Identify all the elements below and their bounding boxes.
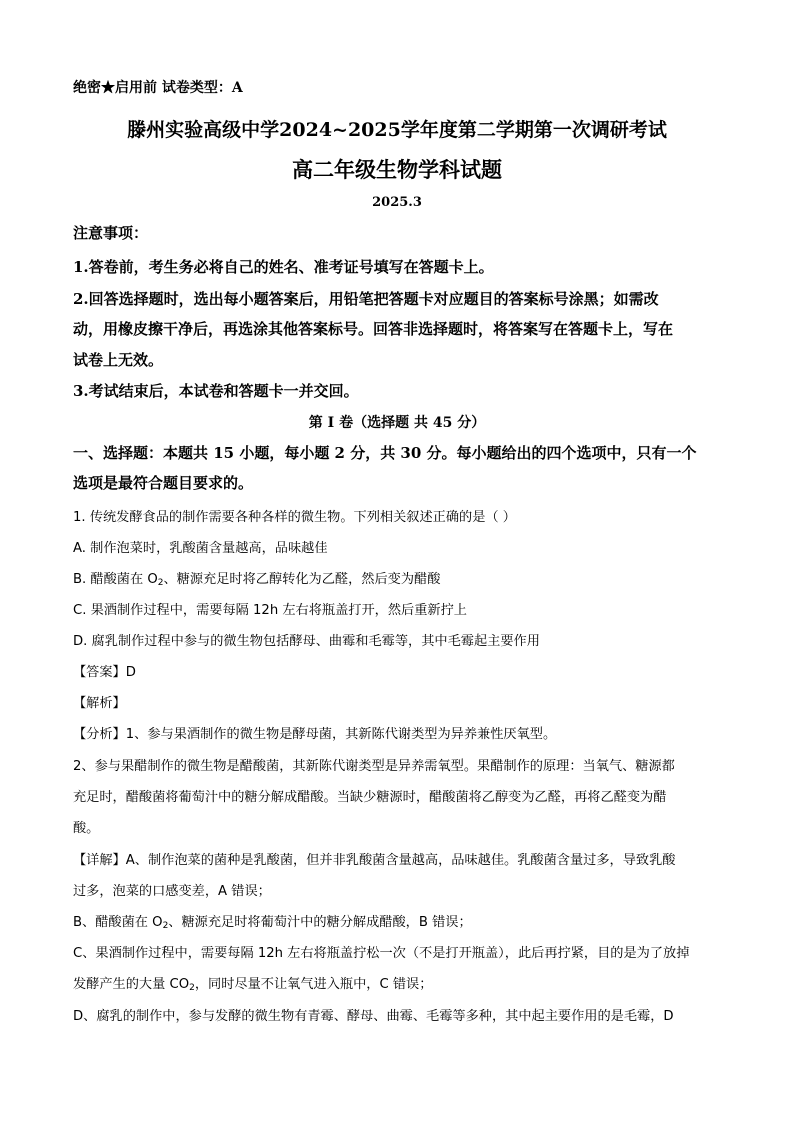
answer-label: 【答案】 bbox=[73, 665, 126, 680]
analysis-label: 【解析】 bbox=[73, 696, 126, 711]
answer-value: D bbox=[125, 665, 136, 680]
question-1-option-d: D. 腐乳制作过程中参与的微生物包括酵母、曲霉和毛霉等，其中毛霉起主要作用 bbox=[73, 634, 540, 649]
detail-paragraph-a-line-1: 【详解】A、制作泡菜的菌种是乳酸菌，但并非乳酸菌含量越高，品味越佳。乳酸菌含量过多，导致乳酸 bbox=[73, 853, 676, 868]
section-intro-line-1: 一、选择题：本题共 15 小题，每小题 2 分，共 30 分。每小题给出的四个选项中，只有一个 bbox=[73, 444, 697, 462]
answer-line bbox=[73, 661, 136, 680]
notice-item-2-line-2: 动，用橡皮擦干净后，再选涂其他答案标号。回答非选择题时，将答案写在答题卡上，写在 bbox=[73, 320, 674, 338]
detail-paragraph-b: B、醋酸菌在 $O_2$、糖源充足时将葡萄汁中的糖分解成醋酸，B 错误； bbox=[73, 915, 472, 931]
detail-paragraph-d: D、腐乳的制作中，参与发酵的微生物有青霉、酵母、曲霉、毛霉等多种，其中起主要作用的是毛霉，D bbox=[73, 1009, 674, 1024]
analysis-paragraph-2-line-3: 酸。 bbox=[73, 821, 100, 836]
notice-item-2-line-1: 2.回答选择题时，选出每小题答案后，用铅笔把答题卡对应题目的答案标号涂黑；如需改 bbox=[73, 290, 659, 308]
detail-paragraph-a-line-2: 过多，泡菜的口感变差，A 错误； bbox=[73, 884, 271, 899]
secret-level-line: 绝密★启用前 试卷类型：A bbox=[73, 80, 243, 96]
notice-heading: 注意事项： bbox=[73, 224, 149, 242]
detail-paragraph-c-line-1: C、果酒制作过程中，需要每隔 12h 左右将瓶盖拧松一次（不是打开瓶盖），此后再拧紧，目的是为了放掉 bbox=[73, 946, 690, 961]
notice-item-3: 3.考试结束后，本试卷和答题卡一并交回。 bbox=[73, 382, 359, 400]
exam-subtitle: 高二年级生物学科试题 bbox=[292, 157, 502, 182]
section-title: 第 I 卷（选择题 共 45 分） bbox=[308, 415, 486, 431]
notice-item-1: 1.答卷前，考生务必将自己的姓名、准考证号填写在答题卡上。 bbox=[73, 258, 494, 276]
question-1-stem: 1. 传统发酵食品的制作需要各种各样的微生物。下列相关叙述正确的是（ ） bbox=[73, 510, 516, 525]
section-intro-line-2: 选项是最符合题目要求的。 bbox=[73, 474, 254, 492]
exam-title: 滕州实验高级中学2024~2025学年度第二学期第一次调研考试 bbox=[127, 119, 667, 141]
analysis-paragraph-2-line-2: 充足时，醋酸菌将葡萄汁中的糖分解成醋酸。当缺少糖源时，醋酸菌将乙醇变为乙醛，再将乙醛变为醋 bbox=[73, 790, 667, 805]
notice-item-2-line-3: 试卷上无效。 bbox=[73, 351, 164, 369]
exam-date: 2025.3 bbox=[372, 195, 422, 210]
detail-paragraph-c-line-2: 发酵产生的大量 $CO_2$，同时尽量不让氧气进入瓶中，C 错误； bbox=[73, 977, 433, 993]
question-1-option-a: A. 制作泡菜时，乳酸菌含量越高，品味越佳 bbox=[73, 541, 328, 556]
question-1-option-c: C. 果酒制作过程中，需要每隔 12h 左右将瓶盖打开，然后重新拧上 bbox=[73, 603, 467, 618]
analysis-paragraph-1: 【分析】1、参与果酒制作的微生物是酵母菌，其新陈代谢类型为异养兼性厌氧型。 bbox=[73, 727, 557, 742]
analysis-paragraph-2-line-1: 2、参与果醋制作的微生物是醋酸菌，其新陈代谢类型是异养需氧型。果醋制作的原理：当氧气、糖源都 bbox=[73, 759, 675, 774]
question-1-option-b: B. 醋酸菌在 $O_2$、糖源充足时将乙醇转化为乙醛，然后变为醋酸 bbox=[73, 572, 441, 588]
